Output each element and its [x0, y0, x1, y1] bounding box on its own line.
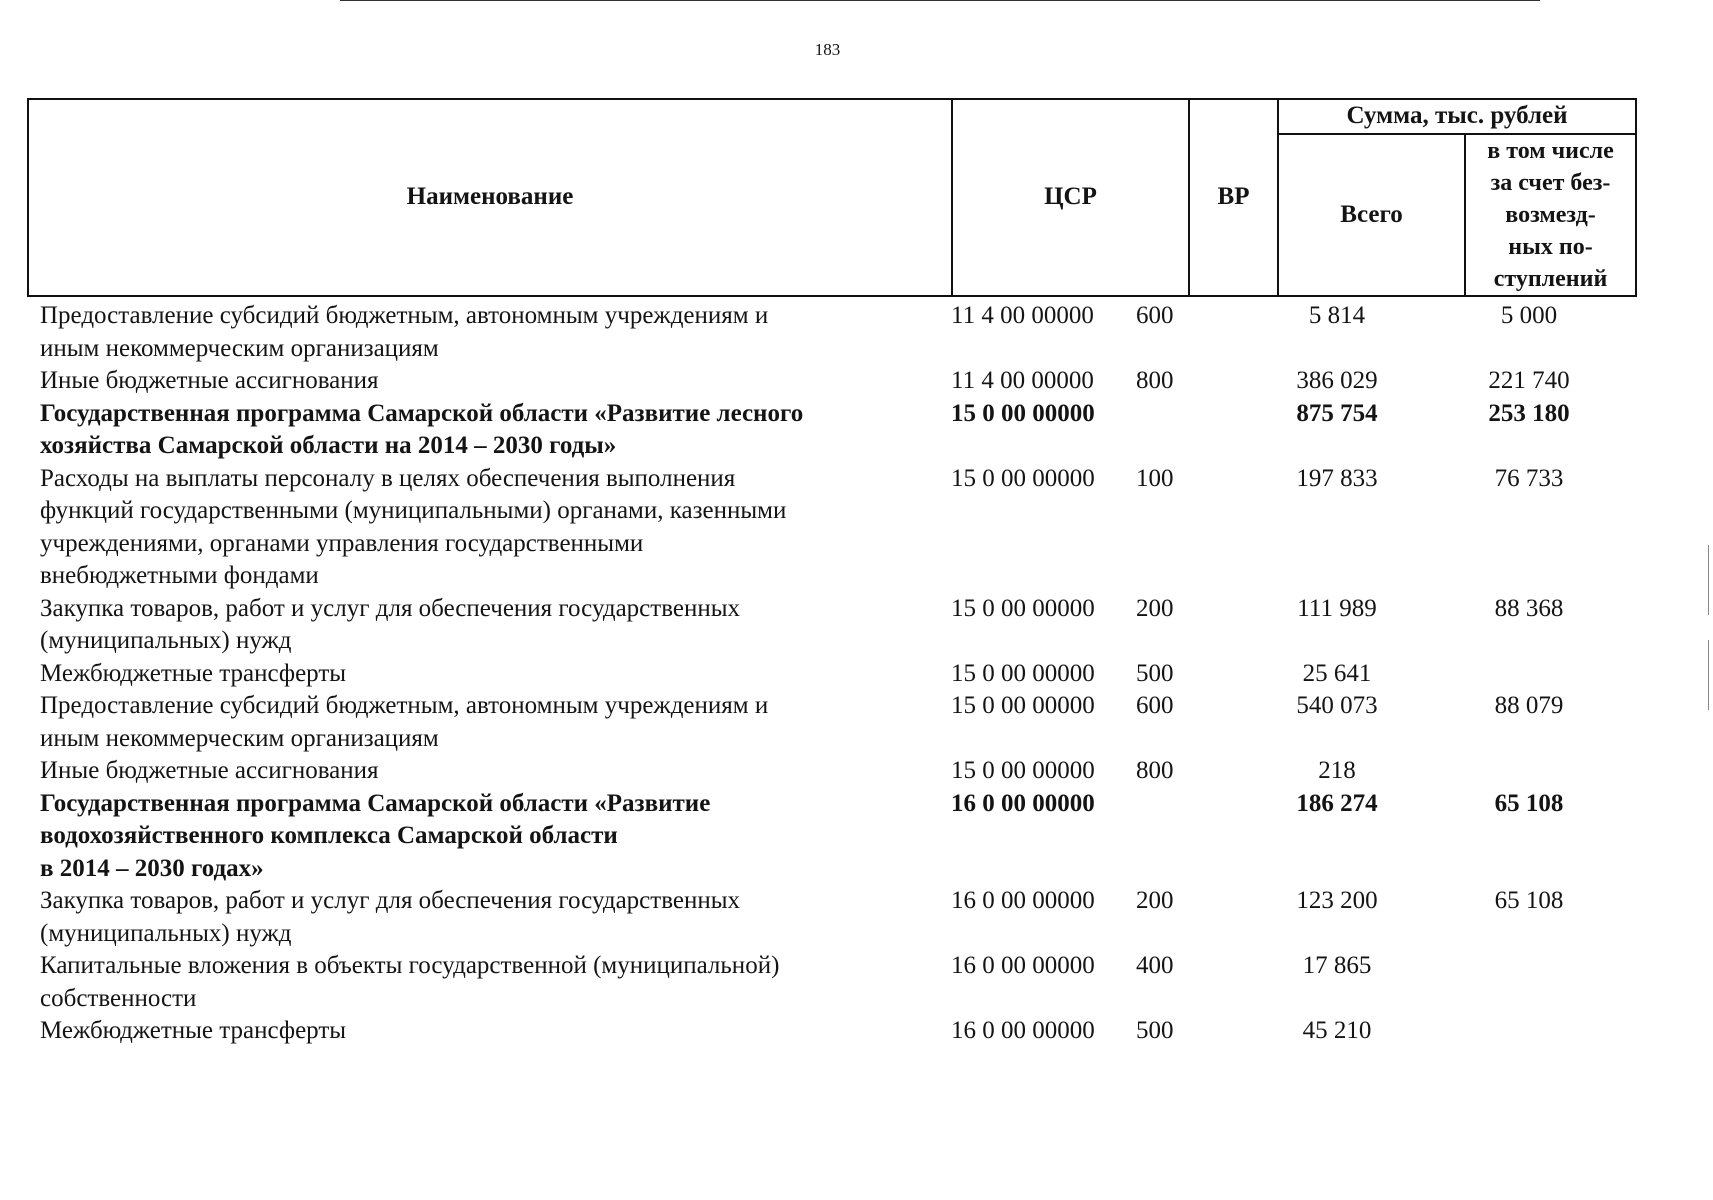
scan-top-rule: [340, 0, 1540, 1]
table-row: [27, 1015, 1637, 1048]
row-grant: 88 079: [1494, 692, 1564, 719]
row-vr: [1091, 398, 1239, 463]
header-name: Наименование: [406, 183, 574, 211]
row-name: [27, 593, 927, 658]
row-total: 386 029: [1296, 367, 1378, 394]
row-csr: 15 0 00 00000: [951, 399, 1095, 427]
row-name-line: (муниципальных) нужд: [40, 919, 292, 947]
row-vr: 400: [1136, 952, 1174, 979]
row-grant: 5 000: [1500, 302, 1558, 329]
table-row: [27, 885, 1637, 950]
row-total: 17 865: [1302, 952, 1372, 979]
row-csr: 11 4 00 00000: [951, 367, 1094, 394]
row-vr: 500: [1136, 1017, 1174, 1044]
row-name-line: Межбюджетные трансферты: [40, 1017, 347, 1044]
header-grant-line: в том числе: [1487, 138, 1614, 164]
row-grant: 221 740: [1488, 367, 1570, 394]
row-csr: 15 0 00 00000: [951, 464, 1095, 492]
row-total: 123 200: [1296, 887, 1378, 914]
row-total: 540 073: [1296, 692, 1378, 719]
row-grant: 65 108: [1494, 789, 1564, 817]
row-name: [27, 463, 927, 593]
row-grant: 253 180: [1488, 399, 1570, 427]
row-vr: 600: [1136, 302, 1174, 329]
table-row: [27, 365, 1637, 398]
table-row: [27, 690, 1637, 755]
header-total: Всего: [1340, 200, 1403, 228]
row-name-line: Закупка товаров, работ и услуг для обеспечения государственных: [40, 594, 741, 622]
header-vr: ВР: [1217, 183, 1250, 211]
row-grant: [1435, 658, 1623, 691]
row-name: [27, 690, 927, 755]
header-grant-line: возмезд-: [1505, 202, 1596, 228]
table-row: [27, 398, 1637, 463]
row-csr: 16 0 00 00000: [951, 952, 1095, 979]
row-name-line: Расходы на выплаты персоналу в целях обеспечения выполнения: [40, 464, 736, 492]
table-row: [27, 300, 1637, 365]
row-name-line: (муниципальных) нужд: [40, 627, 292, 654]
row-name-line: водохозяйственного комплекса Самарской области: [40, 822, 618, 849]
row-grant: [1435, 950, 1623, 1015]
row-total: 875 754: [1296, 399, 1378, 427]
row-name-line: внебюджетными фондами: [40, 562, 319, 589]
table-row: [27, 755, 1637, 788]
row-name-line: Предоставление субсидий бюджетным, автономным учреждениям и: [40, 692, 769, 719]
header-grant-line: ных по-: [1508, 234, 1593, 260]
page-number: 183: [814, 40, 841, 59]
row-total: 111 989: [1297, 594, 1377, 622]
row-total: 186 274: [1296, 789, 1378, 817]
row-csr: 15 0 00 00000: [951, 659, 1095, 687]
header-grant-line: ступлений: [1493, 266, 1608, 292]
row-total: 25 641: [1302, 659, 1372, 687]
row-name-line: иным некоммерческим организациям: [40, 334, 439, 362]
row-name-line: Межбюджетные трансферты: [40, 659, 347, 687]
row-name-line: в 2014 – 2030 годах»: [40, 854, 264, 882]
row-grant: [1435, 755, 1623, 788]
row-name: [27, 300, 927, 365]
row-vr: [1091, 788, 1239, 886]
row-name: [27, 658, 927, 691]
row-vr: 800: [1136, 757, 1174, 784]
table-body: [27, 300, 1637, 1048]
row-total: 45 210: [1302, 1017, 1372, 1044]
row-csr: 15 0 00 00000: [951, 757, 1095, 784]
header-grant: [1466, 135, 1635, 295]
header-csr: ЦСР: [1044, 183, 1097, 211]
row-csr: 15 0 00 00000: [951, 692, 1095, 719]
table-header: [27, 98, 1637, 297]
row-name-line: Капитальные вложения в объекты государственной (муниципальной): [40, 952, 780, 979]
row-grant: [1435, 1015, 1623, 1048]
scan-edge-mark: [1708, 640, 1709, 710]
row-vr: 600: [1136, 692, 1174, 719]
row-name-line: иным некоммерческим организациям: [40, 724, 439, 752]
row-name-line: Закупка товаров, работ и услуг для обеспечения государственных: [40, 887, 741, 914]
row-name: [27, 755, 927, 788]
row-name: [27, 1015, 927, 1048]
row-grant: 76 733: [1494, 464, 1564, 492]
table-row: [27, 463, 1637, 593]
row-csr: 11 4 00 00000: [951, 302, 1094, 329]
header-sum-group: Сумма, тыс. рублей: [1346, 102, 1568, 130]
row-name-line: Государственная программа Самарской области «Развитие лесного: [40, 399, 804, 427]
row-total: 197 833: [1296, 464, 1378, 492]
header-grant-line: за счет без-: [1490, 170, 1611, 196]
table-row: [27, 950, 1637, 1015]
table-row: [27, 658, 1637, 691]
row-csr: 15 0 00 00000: [951, 594, 1095, 622]
row-csr: 16 0 00 00000: [951, 789, 1095, 817]
row-vr: 200: [1136, 594, 1174, 622]
row-vr: 100: [1136, 464, 1174, 492]
row-name: [27, 885, 927, 950]
row-name-line: Иные бюджетные ассигнования: [40, 367, 379, 394]
row-name: [27, 950, 927, 1015]
row-name-line: функций государственными (муниципальными) органами, казенными: [40, 497, 787, 524]
row-total: 5 814: [1308, 302, 1366, 329]
table-row: [27, 788, 1637, 886]
row-total: 218: [1318, 757, 1356, 784]
row-name-line: Иные бюджетные ассигнования: [40, 757, 379, 784]
table-row: [27, 593, 1637, 658]
row-name-line: учреждениями, органами управления государственными: [40, 529, 644, 557]
row-csr: 16 0 00 00000: [951, 1017, 1095, 1044]
row-name: [27, 398, 927, 463]
row-vr: 800: [1136, 367, 1174, 394]
row-name-line: хозяйства Самарской области на 2014 – 2030 годы»: [40, 432, 617, 459]
row-name: [27, 365, 927, 398]
row-name-line: Предоставление субсидий бюджетным, автономным учреждениям и: [40, 302, 769, 329]
row-grant: 88 368: [1494, 594, 1564, 622]
row-csr: 16 0 00 00000: [951, 887, 1095, 914]
row-name-line: Государственная программа Самарской области «Развитие: [40, 789, 711, 817]
row-grant: 65 108: [1494, 887, 1564, 914]
row-vr: 200: [1136, 887, 1174, 914]
scan-edge-mark: [1708, 545, 1709, 615]
row-name: [27, 788, 927, 886]
row-vr: 500: [1136, 659, 1174, 687]
row-name-line: собственности: [40, 984, 197, 1012]
